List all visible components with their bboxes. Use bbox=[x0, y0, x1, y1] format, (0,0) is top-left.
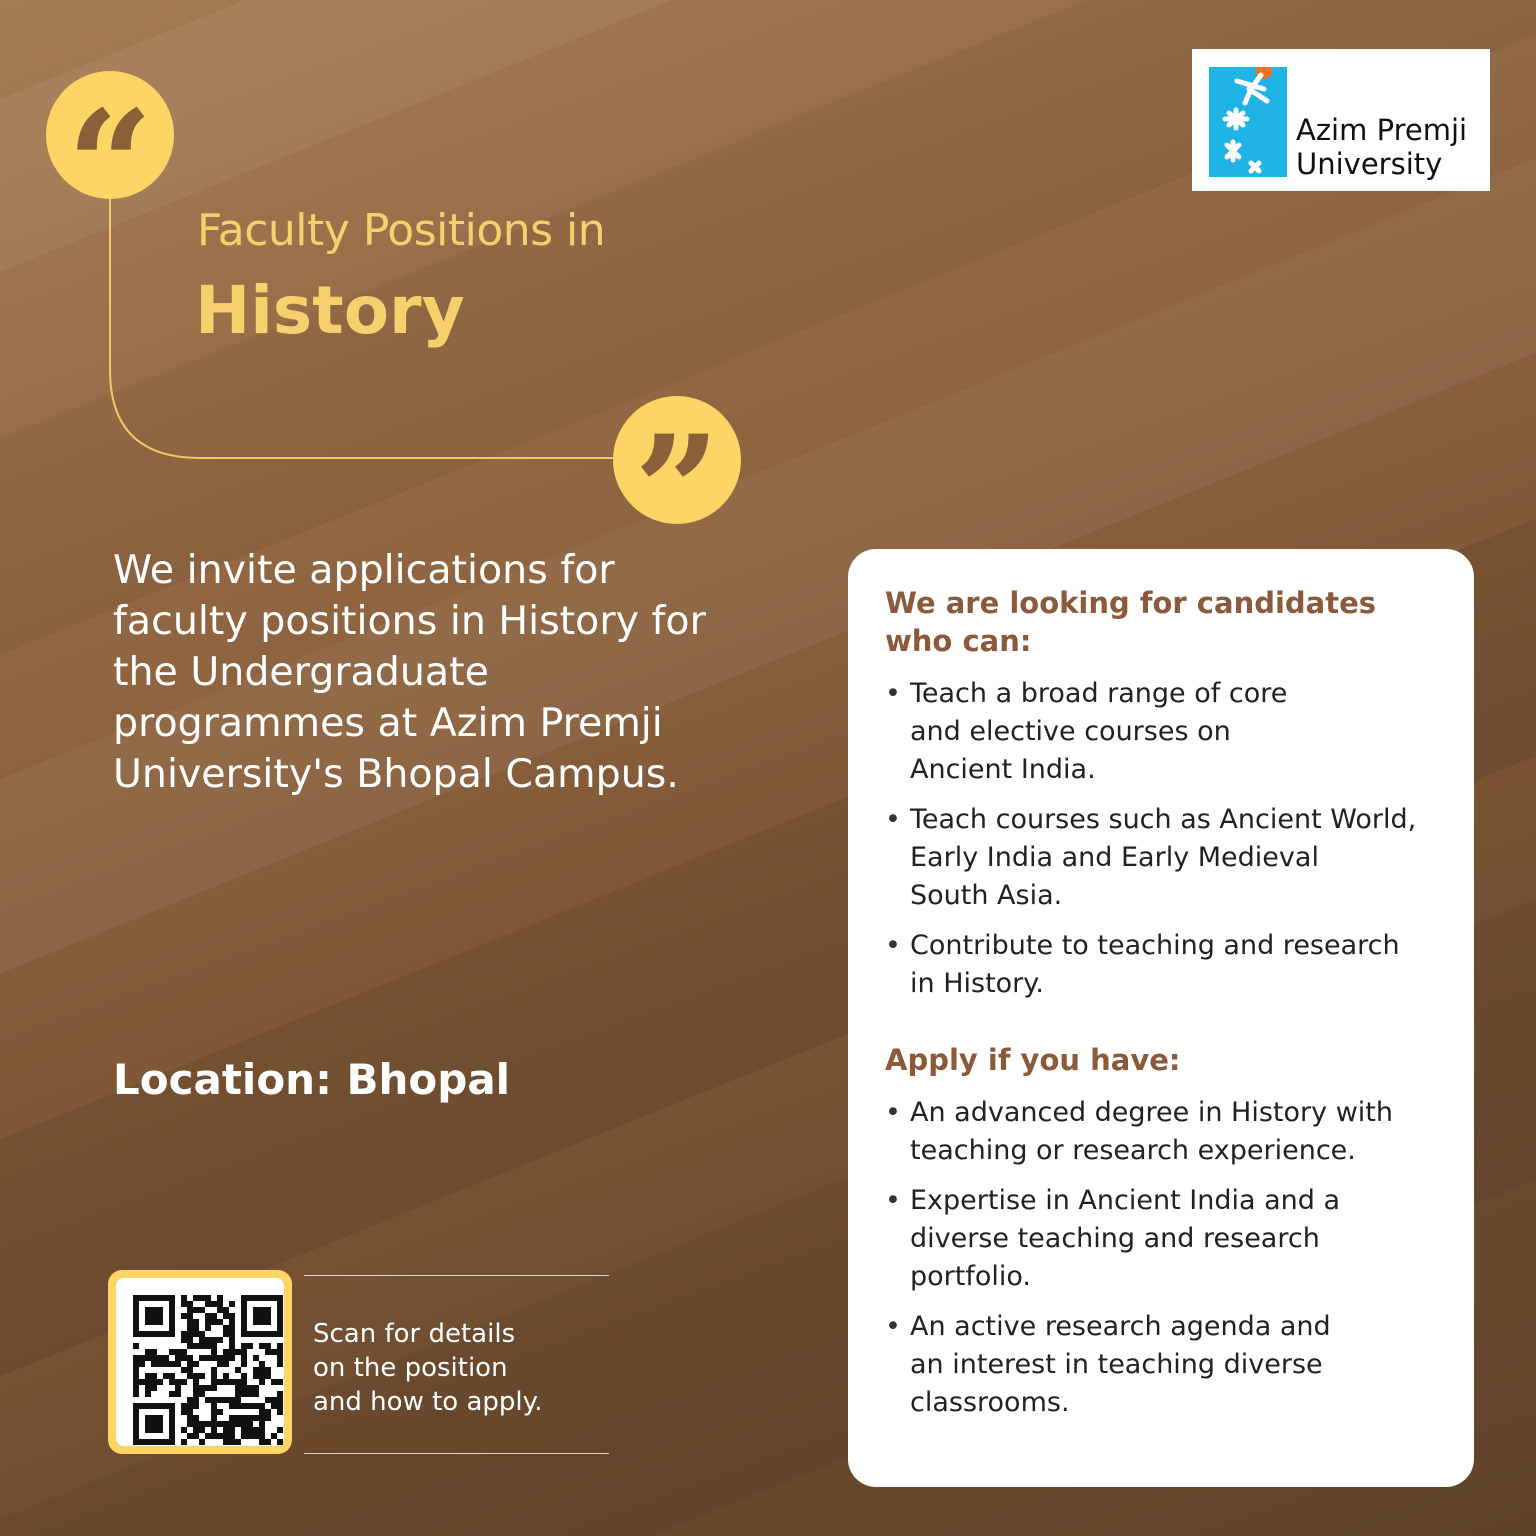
divider bbox=[304, 1275, 609, 1276]
looking-for-list bbox=[885, 675, 1465, 1015]
requirements-card bbox=[848, 549, 1474, 1487]
list-item bbox=[885, 1182, 1465, 1296]
apply-heading: Apply if you have: bbox=[885, 1043, 1181, 1077]
list-item bbox=[885, 927, 1465, 1003]
list-item bbox=[885, 675, 1465, 789]
university-logo bbox=[1192, 49, 1490, 191]
list-item bbox=[885, 1308, 1465, 1422]
apply-list bbox=[885, 1094, 1465, 1434]
list-item bbox=[885, 1094, 1465, 1170]
list-item-text: Contribute to teaching and research in History. bbox=[910, 930, 1400, 999]
intro-paragraph: We invite applications for faculty positions in History for the Undergraduate programmes at Azim Premji University's Bhopal Campus. bbox=[113, 547, 706, 797]
open-quote-icon: “ bbox=[46, 71, 174, 199]
close-quote-icon: ” bbox=[613, 396, 741, 524]
page-title: History bbox=[195, 272, 465, 349]
looking-for-heading: We are looking for candidates who can: bbox=[885, 586, 1377, 658]
list-item-text: Teach courses such as Ancient World, Early India and Early Medieval South Asia. bbox=[910, 804, 1417, 911]
scan-instructions: Scan for details on the position and how to apply. bbox=[313, 1319, 543, 1417]
list-item-text: An active research agenda and an interest in teaching diverse classrooms. bbox=[910, 1311, 1331, 1418]
list-item-text: An advanced degree in History with teaching or research experience. bbox=[910, 1097, 1393, 1166]
qr-code-frame[interactable] bbox=[108, 1270, 292, 1454]
list-item bbox=[885, 801, 1465, 915]
list-item-text: Expertise in Ancient India and a diverse teaching and research portfolio. bbox=[910, 1185, 1341, 1292]
list-item-text: Teach a broad range of core and elective courses on Ancient India. bbox=[910, 678, 1288, 785]
bullet-icon: • bbox=[885, 804, 901, 835]
qr-code-icon bbox=[133, 1295, 283, 1445]
divider bbox=[304, 1453, 609, 1454]
title-subheading: Faculty Positions in bbox=[197, 205, 606, 256]
qr-code-background bbox=[116, 1278, 284, 1446]
location-label: Location: Bhopal bbox=[113, 1055, 511, 1104]
bullet-icon: • bbox=[885, 1185, 901, 1216]
bullet-icon: • bbox=[885, 1097, 901, 1128]
bullet-icon: • bbox=[885, 930, 901, 961]
bullet-icon: • bbox=[885, 1311, 901, 1342]
logo-mark-icon bbox=[1209, 67, 1287, 177]
logo-text: Azim Premji University bbox=[1296, 113, 1468, 181]
bullet-icon: • bbox=[885, 678, 901, 709]
